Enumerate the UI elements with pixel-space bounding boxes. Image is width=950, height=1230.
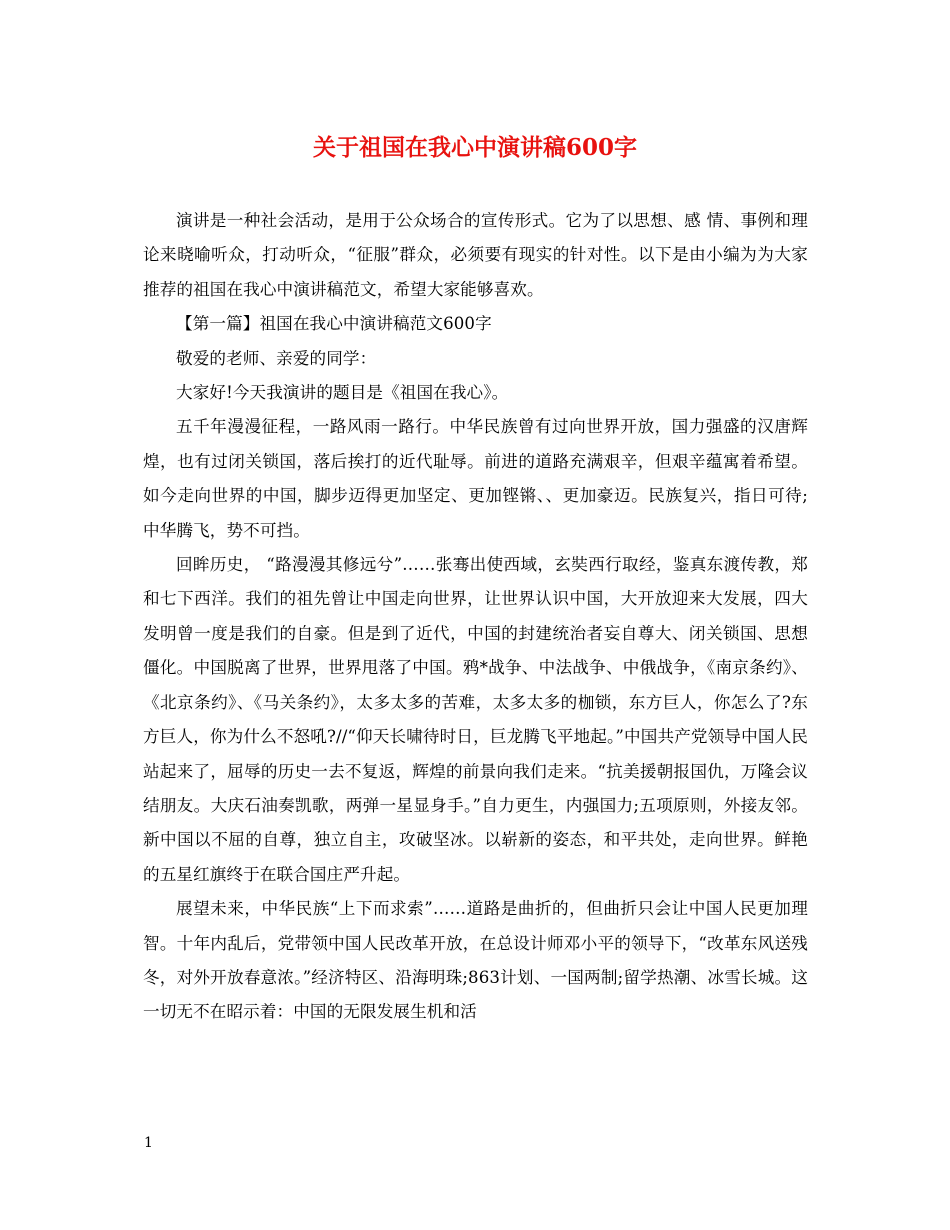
section-heading: 【第一篇】祖国在我心中演讲稿范文600字 — [176, 314, 492, 334]
body-paragraph: 五千年漫漫征程，一路风雨一路行。中华民族曾有过向世界开放，国力强盛的汉唐辉煌，也有过闭关锁国，落后挨打的近代耻辱。前进的道路充满艰辛，但艰辛蕴寓着希望。如今走向世界的中国，脚步迈得更加坚定、更加铿锵、、更加豪迈。民族复兴，指日可待;中华腾飞，势不可挡。 — [143, 417, 808, 540]
document-body — [143, 204, 808, 1030]
intro-paragraph: 演讲是一种社会活动，是用于公众场合的宣传形式。它为了以思想、感 情、事例和理论来晓喻听众，打动听众，“征服”群众，必须要有现实的针对性。以下是由小编为为大家推荐的祖国在我心中演讲稿范文，希望大家能够喜欢。 — [143, 211, 808, 299]
greeting-paragraph: 大家好!今天我演讲的题目是《祖国在我心》。 — [176, 383, 509, 403]
page-number: 1 — [144, 1135, 153, 1151]
salutation: 敬爱的老师、亲爱的同学： — [176, 348, 377, 368]
body-paragraph: 回眸历史， “路漫漫其修远兮”……张骞出使西域，玄奘西行取经，鉴真东渡传教，郑和七下西洋。我们的祖先曾让中国走向世界，让世界认识中国，大开放迎来大发展，四大发明曾一度是我们的自豪。但是到了近代，中国的封建统治者妄自尊大、闭关锁国、思想僵化。中国脱离了世界，世界甩落了中国。鸦*战争、中法战争、中俄战争，《南京条约》、《北京条约》、《马关条约》，太多太多的苦难，太多太多的枷锁，东方巨人，你怎么了?东方巨人，你为什么不怒吼?//“仰天长啸待时日，巨龙腾飞平地起。”中国共产党领导中国人民站起来了，屈辱的历史一去不复返，辉煌的前景向我们走来。“抗美援朝报国仇，万隆会议结朋友。大庆石油奏凯歌，两弹一星显身手。”自力更生，内强国力;五项原则，外接友邻。新中国以不屈的自尊，独立自主，攻破坚冰。以崭新的姿态，和平共处，走向世界。鲜艳的五星红旗终于在联合国庄严升起。 — [143, 555, 808, 884]
document-title: 关于祖国在我心中演讲稿600字 — [312, 134, 637, 161]
body-paragraph: 展望未来，中华民族“上下而求索”……道路是曲折的，但曲折只会让中国人民更加理智。十年内乱后，党带领中国人民改革开放，在总设计师邓小平的领导下，“改革东风送残冬，对外开放春意浓。”经济特区、沿海明珠;863计划、一国两制;留学热潮、冰雪长城。这一切无不在昭示着：中国的无限发展生机和活 — [143, 899, 808, 1022]
